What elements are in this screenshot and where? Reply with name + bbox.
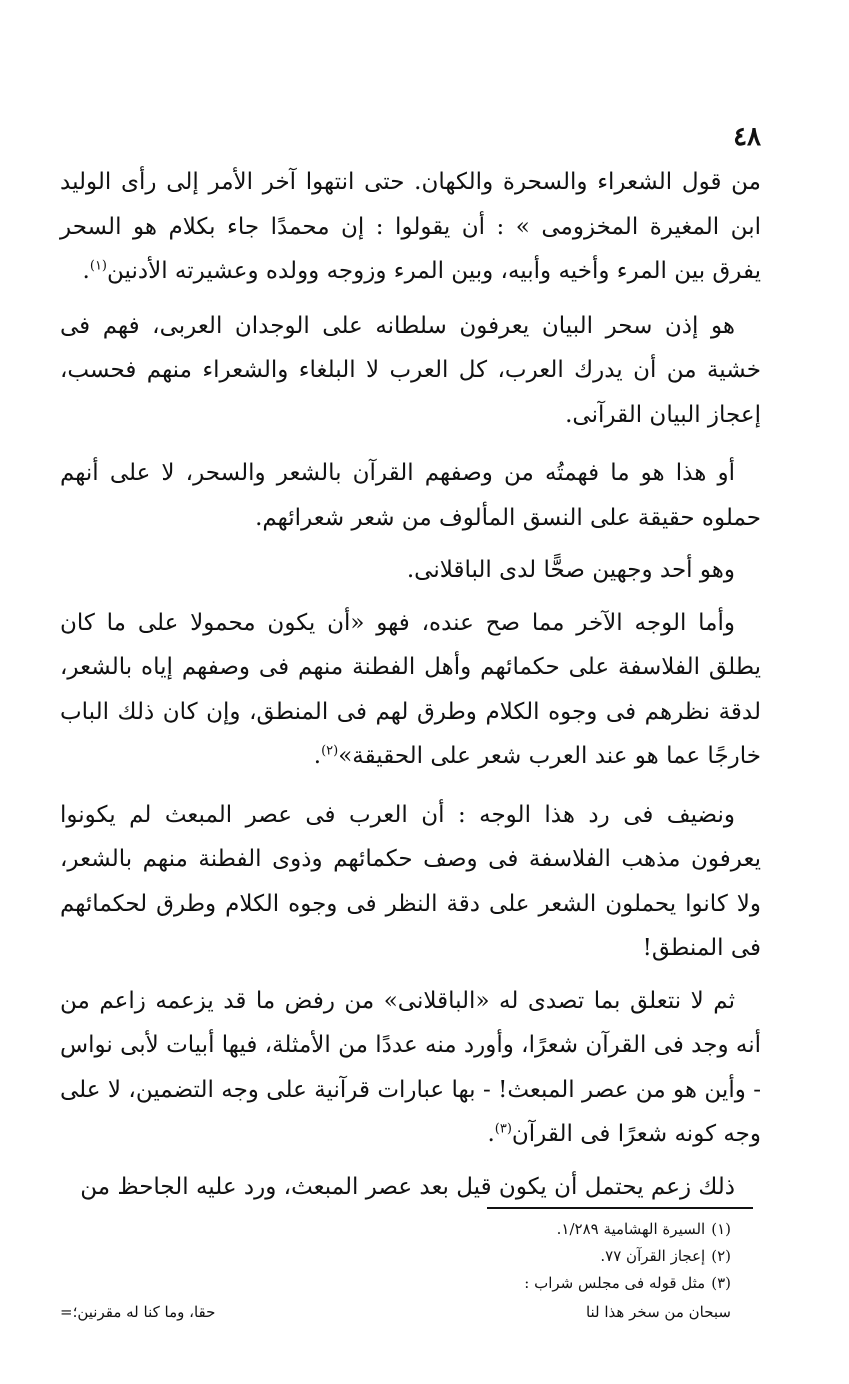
footnote-number: (١) bbox=[711, 1220, 731, 1238]
footnote-text: إعجاز القرآن ٧٧. bbox=[600, 1247, 706, 1265]
footnotes bbox=[60, 1216, 731, 1326]
footnote-ref: (١) bbox=[89, 258, 107, 274]
paragraph-text: أو هذا هو ما فهمتُه من وصفهم القرآن بالشعر والسحر، لا على أنهم حملوه حقيقة على النسق المألوف من شعر شعرائهم. bbox=[60, 460, 761, 531]
paragraph bbox=[60, 451, 761, 540]
paragraph-text: ذلك زعم يحتمل أن يكون قيل بعد عصر المبعث، ورد عليه الجاحظ من bbox=[80, 1173, 735, 1200]
footnote bbox=[60, 1216, 731, 1243]
paragraph bbox=[60, 1165, 761, 1210]
verse-line bbox=[60, 1299, 731, 1326]
footnote-text: مثل قوله فى مجلس شراب : bbox=[524, 1274, 706, 1292]
footnote-ref: (٢) bbox=[321, 743, 339, 759]
paragraph bbox=[60, 548, 761, 593]
paragraph-tail: . bbox=[487, 1121, 495, 1147]
paragraph bbox=[60, 304, 761, 438]
paragraph-tail: . bbox=[82, 258, 90, 284]
footnote bbox=[60, 1270, 731, 1297]
paragraph-text: من قول الشعراء والسحرة والكهان. حتى انتهوا آخر الأمر إلى رأى الوليد ابن المغيرة المخزومى » : أن يقولوا : إن محمدًا جاء بكلام هو السحر يفرق بين المرء وأخيه وأبيه، وبين المرء وزوجه وولده وعشيرته الأدنين bbox=[60, 169, 761, 284]
footnote-ref: (٣) bbox=[494, 1121, 512, 1137]
footnote-text: السيرة الهشامية ١/٢٨٩. bbox=[556, 1220, 706, 1238]
page-number: ٤٨ bbox=[733, 122, 761, 152]
paragraph bbox=[60, 793, 761, 971]
paragraph-text: ونضيف فى رد هذا الوجه : أن العرب فى عصر المبعث لم يكونوا يعرفون مذهب الفلاسفة فى وصف حكمائهم وذوى الفطنة منهم بالشعر، ولا كانوا يحملون الشعر على دقة النظر فى وجوه الكلام وطرق لحكمائهم فى المنطق! bbox=[60, 801, 761, 961]
paragraph bbox=[60, 160, 761, 294]
footnote-divider bbox=[487, 1207, 753, 1209]
footnote-number: (٢) bbox=[711, 1247, 731, 1265]
paragraph bbox=[60, 601, 761, 779]
body-text bbox=[60, 160, 761, 1209]
verse-hemistich-left: حقا، وما كنا له مقرنين؛= bbox=[60, 1303, 216, 1321]
paragraph-text: ثم لا نتعلق بما تصدى له «الباقلانى» من رفض ما قد يزعمه زاعم من أنه وجد فى القرآن شعرًا، وأورد منه عددًا من الأمثلة، فيها أبيات لأبى نواس - وأين هو من عصر المبعث! - بها عبارات قرآنية على وجه التضمين، لا على وجه كونه شعرًا فى القرآن bbox=[60, 987, 761, 1147]
verse-hemistich-right: سبحان من سخر هذا لنا bbox=[585, 1303, 731, 1321]
paragraph-tail: . bbox=[313, 743, 322, 769]
footnote-number: (٣) bbox=[711, 1274, 731, 1292]
paragraph-text: وهو أحد وجهين صحًّا لدى الباقلانى. bbox=[406, 557, 735, 583]
paragraph-text: هو إذن سحر البيان يعرفون سلطانه على الوجدان العربى، فهم فى خشية من أن يدرك العرب، كل العرب لا البلغاء والشعراء منهم فحسب، إعجاز البيان القرآنى. bbox=[60, 312, 761, 428]
paragraph-text: وأما الوجه الآخر مما صح عنده، فهو «أن يكون محمولا على ما كان يطلق الفلاسفة على حكمائهم وأهل الفطنة منهم فى وصفهم إياه بالشعر، لدقة نظرهم فى وجوه الكلام وطرق لهم فى المنطق، وإن كان ذلك الباب خارجًا عما هو عند العرب شعر على الحقيقة» bbox=[60, 609, 761, 769]
paragraph bbox=[60, 979, 761, 1157]
footnote bbox=[60, 1243, 731, 1270]
